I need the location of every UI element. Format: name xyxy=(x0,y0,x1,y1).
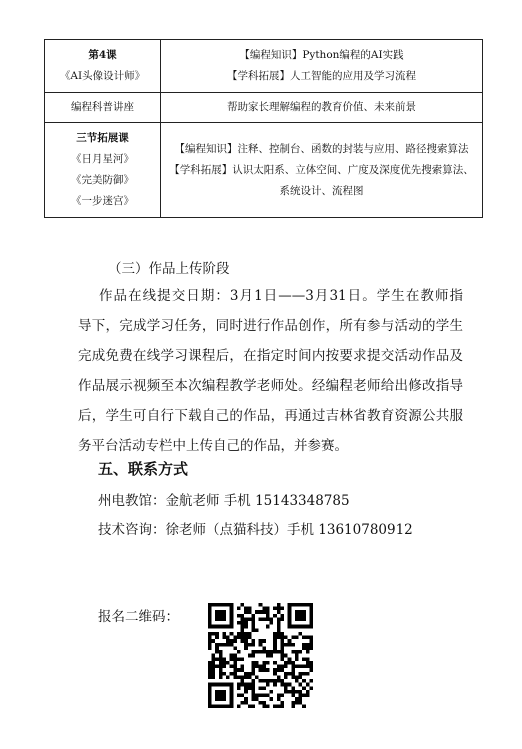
content-cell xyxy=(161,40,483,93)
content-cell xyxy=(161,93,483,123)
section-heading: （三）作品上传阶段 xyxy=(108,261,230,277)
course-cell xyxy=(45,123,161,218)
contact-line: 州电教馆：金航老师 手机 15143348785 xyxy=(98,493,350,509)
course-title: 《一步迷宫》 xyxy=(71,195,134,207)
content-line: 【学科拓展】认识太阳系、立体空间、广度及深度优先搜索算法、 xyxy=(169,163,474,176)
content-line: 【编程知识】Python编程的AI实践 xyxy=(239,49,404,61)
paragraph-line: 作品在线提交日期：3月1日——3月31日。学生在教师指 xyxy=(99,288,463,304)
course-title: 《AI头像设计师》 xyxy=(59,70,146,82)
course-group-title: 三节拓展课 xyxy=(76,132,129,144)
paragraph-line: 作品展示视频至本次编程教学老师处。经编程老师给出修改指导 xyxy=(78,378,463,394)
content-line: 【学科拓展】人工智能的应用及学习流程 xyxy=(227,70,416,82)
content-line: 【编程知识】注释、控制台、函数的封装与应用、路径搜索算法 xyxy=(174,142,469,155)
table-row xyxy=(45,40,483,93)
paragraph-line: 导下，完成学习任务，同时进行作品创作，所有参与活动的学生 xyxy=(78,318,463,334)
registration-qr-code[interactable] xyxy=(208,603,313,708)
course-title: 《完美防御》 xyxy=(71,174,134,186)
paragraph-line: 后，学生可自行下载自己的作品，再通过吉林省教育资源公共服 xyxy=(78,408,463,424)
content-cell xyxy=(161,123,483,218)
course-number: 第4课 xyxy=(88,49,117,61)
paragraph-line: 务平台活动专栏中上传自己的作品，并参赛。 xyxy=(78,438,348,454)
course-title: 编程科普讲座 xyxy=(71,101,134,113)
contact-heading: 五、联系方式 xyxy=(98,460,189,478)
table-row xyxy=(45,93,483,123)
content-line: 系统设计、流程图 xyxy=(279,184,364,197)
qr-label: 报名二维码： xyxy=(98,609,179,625)
content-line: 帮助家长理解编程的教育价值、未来前景 xyxy=(227,101,416,113)
paragraph-line: 完成免费在线学习课程后，在指定时间内按要求提交活动作品及 xyxy=(78,348,463,364)
course-cell xyxy=(45,40,161,93)
course-table xyxy=(44,39,483,218)
course-cell xyxy=(45,93,161,123)
table-row xyxy=(45,123,483,218)
contact-line: 技术咨询：徐老师（点猫科技）手机 13610780912 xyxy=(98,522,413,538)
course-title: 《日月星河》 xyxy=(71,153,134,165)
